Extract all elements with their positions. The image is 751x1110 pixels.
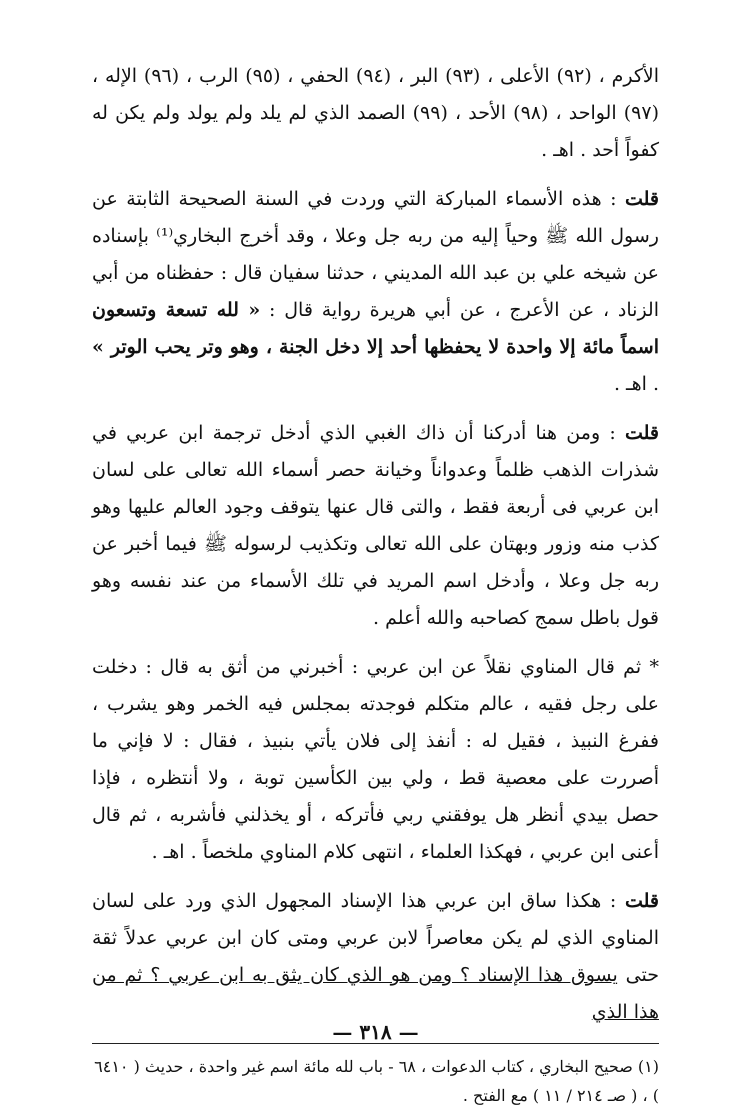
paragraph-text: : هذه الأسماء المباركة التي وردت في السنة الصحيحة الثابتة عن رسول الله ﷺ وحياً إليه من ربه جل وعلا ، وقد أخرج البخاري⁽¹⁾ بإسناده عن شيخه علي بن عبد الله المديني ، حدثنا سفيان قال : حفظناه من أبي الزناد ، عن الأعرج ، عن أبي هريرة رواية قال : — [92, 188, 659, 321]
page-number: — ٣١٨ — — [332, 1020, 419, 1044]
paragraph-lead-qultu: قلت — [624, 890, 659, 912]
paragraph-lead-qultu: قلت — [624, 188, 659, 210]
underlined-text: يسوق هذا الإسناد ؟ ومن هو الذي كان يثق به ابن عربي ؟ ثم من هذا الذي — [92, 964, 659, 1023]
hadith-quote: « لله تسعة وتسعون اسماً مائة إلا واحدة لا يحفظها أحد إلا دخل الجنة ، وهو وتر يحب الوتر » — [92, 299, 659, 358]
paragraph-text: * ثم قال المناوي نقلاً عن ابن عربي : أخبرني من أثق به قال : دخلت على رجل فقيه ، عالم متكلم فوجدته بمجلس فيه الخمر وهو يشرب ، ففرغ النبيذ ، فقيل له : أنفذ إلى فلان يأتي بنبيذ ، فقال : لا فإني ما أصررت على معصية قط ، ولي بين الكأسين توبة ، ولا أنتظره ، فإذا حصل بيدي أنظر هل يوفقني ربي فأتركه ، أو يخذلني فأشربه ، ثم قال أعنى ابن عربي ، فهكذا العلماء ، انتهى كلام المناوي ملخصاً . اهـ . — [92, 656, 659, 863]
paragraph-text: : هكذا ساق ابن عربي هذا الإسناد المجهول الذي ورد على لسان المناوي الذي لم يكن معاصراً لابن عربي ومتى كان ابن عربي عدلاً ثقة حتى — [92, 890, 659, 986]
paragraph-lead-qultu: قلت — [624, 422, 659, 444]
paragraph-isnad — [92, 883, 659, 1031]
paragraph-tail: . اهـ . — [613, 373, 659, 395]
paragraph-text: : ومن هنا أدركنا أن ذاك الغبي الذي أدخل ترجمة ابن عربي في شذرات الذهب ظلماً وعدواناً وخيانة حصر أسماء الله تعالى على لسان ابن عربي فى أربعة فقط ، والتى قال عنها يتوقف وجود العالم عليها وهو كذب منه وزور وبهتان على الله تعالى وتكذيب لرسوله ﷺ فيما أخبر عن ربه جل وعلا ، وأدخل اسم المريد في تلك الأسماء من عند نفسه وهو قول باطل سمج كصاحبه والله أعلم . — [92, 422, 659, 629]
paragraph-bukhari-hadith — [92, 181, 659, 403]
paragraph-names-list — [92, 58, 659, 169]
paragraph-munawi-quote — [92, 649, 659, 871]
footnote: (١) صحيح البخاري ، كتاب الدعوات ، ٦٨ - باب لله مائة اسم غير واحدة ، حديث ( ٦٤١٠ ) ، ( صـ ٢١٤ / ١١ ) مع الفتح . — [94, 1057, 659, 1105]
paragraph-text: الأكرم ، (٩٢) الأعلى ، (٩٣) البر ، (٩٤) الحفي ، (٩٥) الرب ، (٩٦) الإله ، (٩٧) الواحد ، (٩٨) الأحد ، (٩٩) الصمد الذي لم يلد ولم يولد ولم يكن له كفواً أحد . اهـ . — [92, 65, 659, 161]
paragraph-shadharat — [92, 415, 659, 637]
